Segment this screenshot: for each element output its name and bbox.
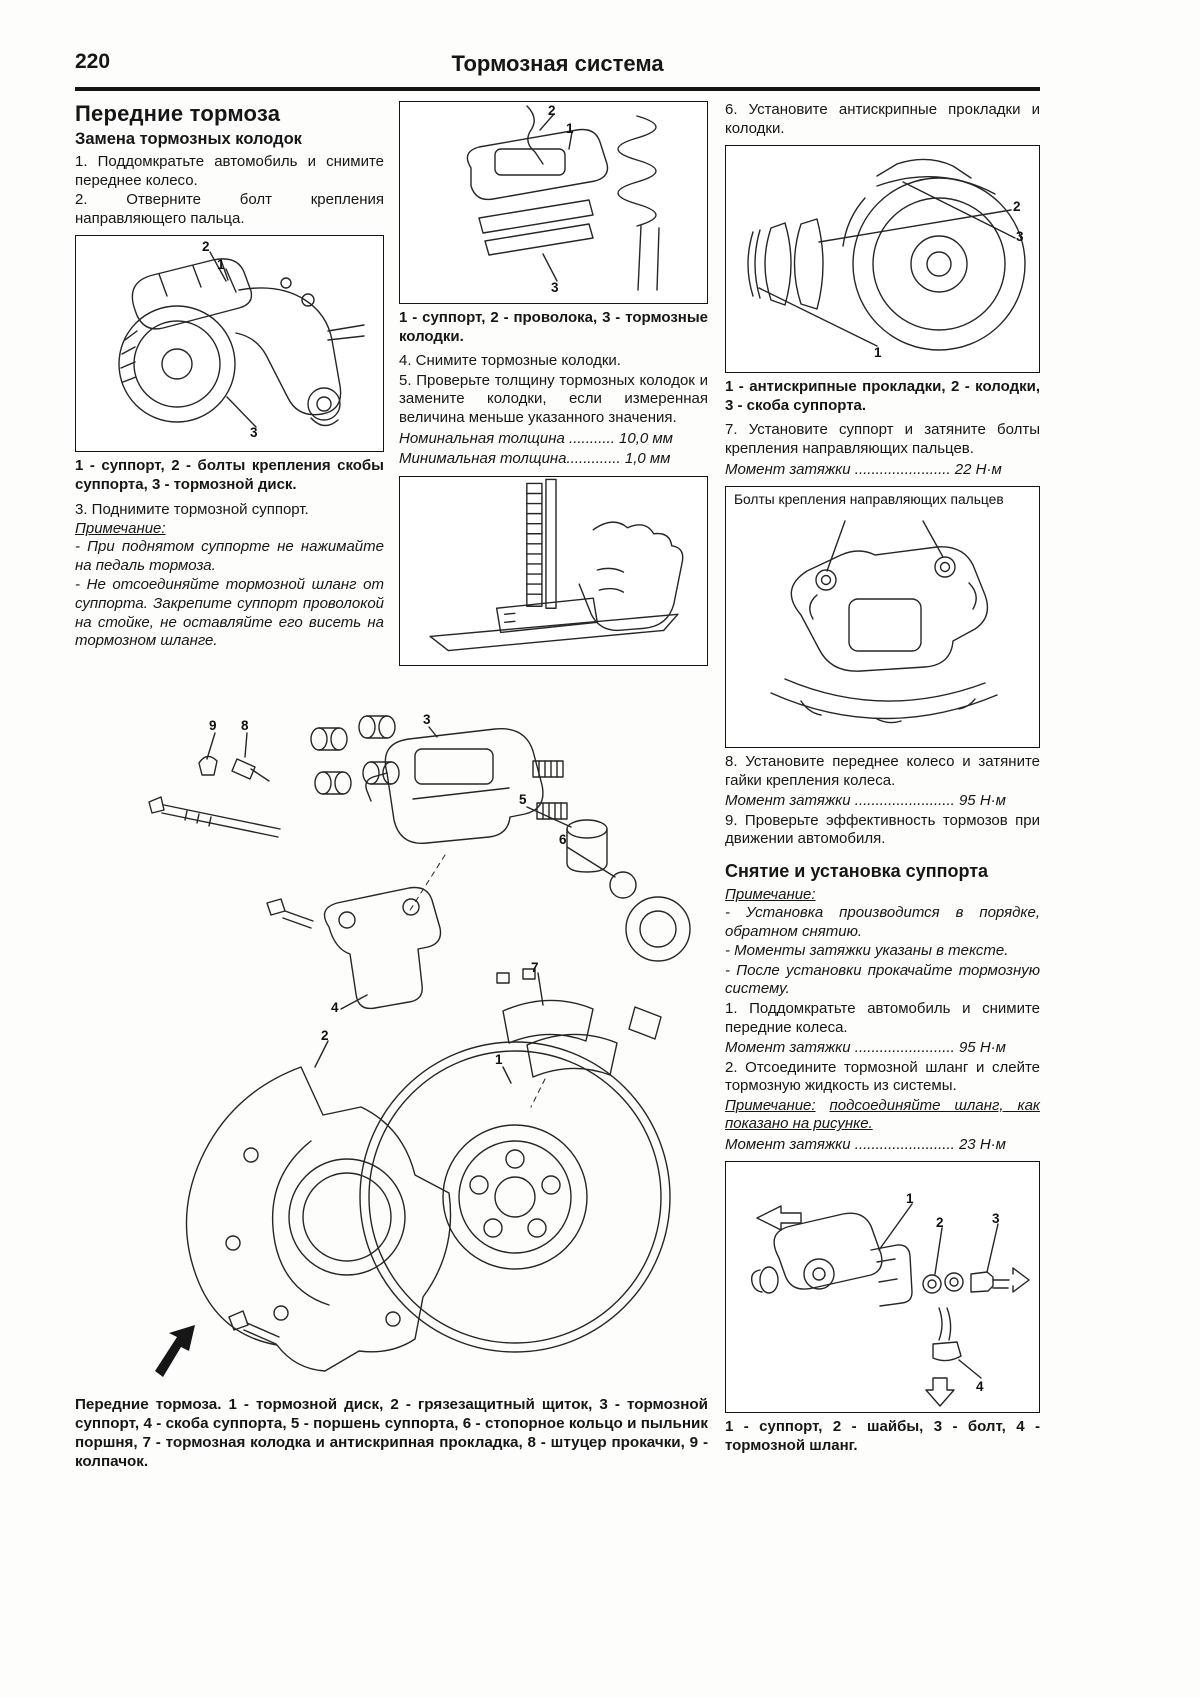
note-text bbox=[725, 1097, 1040, 1134]
figure-callout: 3 bbox=[551, 280, 559, 295]
figure-caption: 1 - суппорт, 2 - шайбы, 3 - болт, 4 - тормозной шланг. bbox=[725, 1418, 1040, 1455]
front-brakes-exploded-drawing bbox=[75, 677, 708, 1391]
column-middle bbox=[399, 101, 708, 671]
figure-callout: 2 bbox=[1013, 199, 1021, 215]
figure-caption: 1 - антискрипные прокладки, 2 - колодки, 3 - скоба суппорта. bbox=[725, 378, 1040, 414]
spec-line: Номинальная толщина ........... 10,0 мм bbox=[399, 429, 673, 447]
note-label-text: Примечание: bbox=[725, 1096, 816, 1114]
note-text: - Установка производится в порядке, обратном снятию. bbox=[725, 903, 1040, 940]
page-header bbox=[75, 50, 1040, 84]
guide-pin-bolts-drawing bbox=[726, 487, 1039, 745]
figure-callout: 8 bbox=[241, 717, 249, 733]
figure-callout: 9 bbox=[209, 717, 217, 733]
caliper-wire-drawing bbox=[400, 102, 707, 301]
figure-callout: 2 bbox=[548, 103, 556, 118]
figure-callout: 1 bbox=[495, 1051, 503, 1067]
note-text-inline: подсоединяйте шланг, как показано на рисунке. bbox=[725, 1096, 1041, 1133]
hose-removal-drawing bbox=[726, 1162, 1039, 1410]
figure-pad-measurement bbox=[399, 476, 708, 666]
figure-caption: 1 - суппорт, 2 - проволока, 3 - тормозные колодки. bbox=[399, 309, 708, 345]
figure-callout: 3 bbox=[992, 1211, 1000, 1227]
step-text: 6. Установите антискрипные прокладки и колодки. bbox=[725, 101, 1040, 137]
torque-line: Момент затяжки ........................ 23 Н·м bbox=[725, 1135, 1006, 1153]
columns bbox=[75, 101, 1040, 1472]
step-text: 2. Отсоедините тормозной шланг и слейте тормозную жидкость из системы. bbox=[725, 1058, 1040, 1095]
top-two-columns bbox=[75, 101, 708, 671]
column-right bbox=[725, 101, 1040, 1472]
figure-callout: 3 bbox=[250, 425, 258, 441]
figure-callout: 3 bbox=[1016, 229, 1024, 245]
torque-line: Момент затяжки ....................... 22 Н·м bbox=[725, 460, 1002, 478]
note-text: - Не отсоединяйте тормозной шланг от суппорта. Закрепите суппорт проволокой на стойке, не оставляйте его висеть на тормозном шланге. bbox=[75, 576, 384, 650]
torque-line: Момент затяжки ........................ 95 Н·м bbox=[725, 792, 1006, 810]
note-label bbox=[75, 520, 384, 537]
step-text: 9. Проверьте эффективность тормозов при движении автомобиля. bbox=[725, 811, 1040, 848]
main-left-area bbox=[75, 101, 708, 1472]
figure-callout: 2 bbox=[936, 1215, 944, 1231]
figure-caliper-wire bbox=[399, 101, 708, 304]
note-label bbox=[725, 886, 1040, 903]
note-label-text: Примечание: bbox=[725, 885, 816, 903]
note-label-text: Примечание: bbox=[75, 520, 166, 538]
note-text: - При поднятом суппорте не нажимайте на педаль тормоза. bbox=[75, 538, 384, 574]
figure-pads-install bbox=[725, 145, 1040, 373]
step-text: 3. Поднимите тормозной суппорт. bbox=[75, 500, 309, 518]
page-content bbox=[75, 50, 1040, 1472]
step-text: 1. Поддомкратьте автомобиль и снимите переднее колесо. bbox=[75, 153, 384, 189]
figure-callout: 2 bbox=[321, 1027, 329, 1043]
section-heading: Снятие и установка суппорта bbox=[725, 860, 989, 881]
subsection-heading: Замена тормозных колодок bbox=[75, 130, 302, 148]
figure-callout: 4 bbox=[331, 999, 339, 1015]
pads-install-drawing bbox=[726, 146, 1039, 370]
step-text: 2. Отверните болт крепления направляющего пальца. bbox=[75, 191, 384, 227]
torque-line: Момент затяжки ........................ 95 Н·м bbox=[725, 1039, 1006, 1057]
caliper-knuckle-drawing bbox=[76, 236, 383, 449]
page-number: 220 bbox=[75, 50, 111, 73]
figure-callout: 4 bbox=[976, 1379, 984, 1395]
step-text: 5. Проверьте толщину тормозных колодок и замените колодки, если измеренная величина меньше указанного значения. bbox=[399, 371, 708, 426]
exploded-figure-caption: Передние тормоза. 1 - тормозной диск, 2 - грязезащитный щиток, 3 - тормозной суппорт, 4 - скоба суппорта, 5 - поршень суппорта, 6 - стопорное кольцо и пыльник поршня, 7 - тормозная колодка и антискрипная прокладка, 8 - штуцер прокачки, 9 - колпачок. bbox=[75, 1395, 708, 1471]
spec-line: Минимальная толщина............. 1,0 мм bbox=[399, 450, 671, 468]
step-text: 1. Поддомкратьте автомобиль и снимите передние колеса. bbox=[725, 999, 1040, 1036]
figure-callout: 3 bbox=[423, 711, 431, 727]
note-text: - Моменты затяжки указаны в тексте. bbox=[725, 942, 1009, 960]
figure-caliper-knuckle bbox=[75, 235, 384, 452]
column-left bbox=[75, 101, 384, 671]
figure-front-brakes-exploded bbox=[75, 677, 708, 1391]
section-heading: Передние тормоза bbox=[75, 101, 281, 126]
figure-guide-pin-bolts bbox=[725, 486, 1040, 748]
pad-measurement-drawing bbox=[400, 477, 707, 663]
header-rule bbox=[75, 87, 1040, 91]
figure-inner-title: Болты крепления направляющих пальцев bbox=[734, 492, 1004, 508]
figure-caption: 1 - суппорт, 2 - болты крепления скобы суппорта, 3 - тормозной диск. bbox=[75, 457, 384, 493]
figure-callout: 2 bbox=[202, 239, 210, 255]
figure-hose-removal bbox=[725, 1161, 1040, 1413]
figure-callout: 1 bbox=[874, 345, 882, 361]
figure-callout: 1 bbox=[217, 257, 225, 273]
figure-callout: 1 bbox=[906, 1191, 914, 1207]
figure-callout: 1 bbox=[566, 121, 574, 136]
step-text: 8. Установите переднее колесо и затяните гайки крепления колеса. bbox=[725, 753, 1040, 789]
figure-callout: 7 bbox=[531, 959, 539, 975]
figure-callout: 5 bbox=[519, 791, 527, 807]
step-text: 7. Установите суппорт и затяните болты крепления направляющих пальцев. bbox=[725, 421, 1040, 457]
direction-arrow-icon bbox=[155, 1325, 195, 1377]
step-text: 4. Снимите тормозные колодки. bbox=[399, 352, 621, 370]
page-title: Тормозная система bbox=[451, 51, 664, 76]
note-text: - После установки прокачайте тормозную систему. bbox=[725, 961, 1040, 998]
figure-callout: 6 bbox=[559, 831, 567, 847]
